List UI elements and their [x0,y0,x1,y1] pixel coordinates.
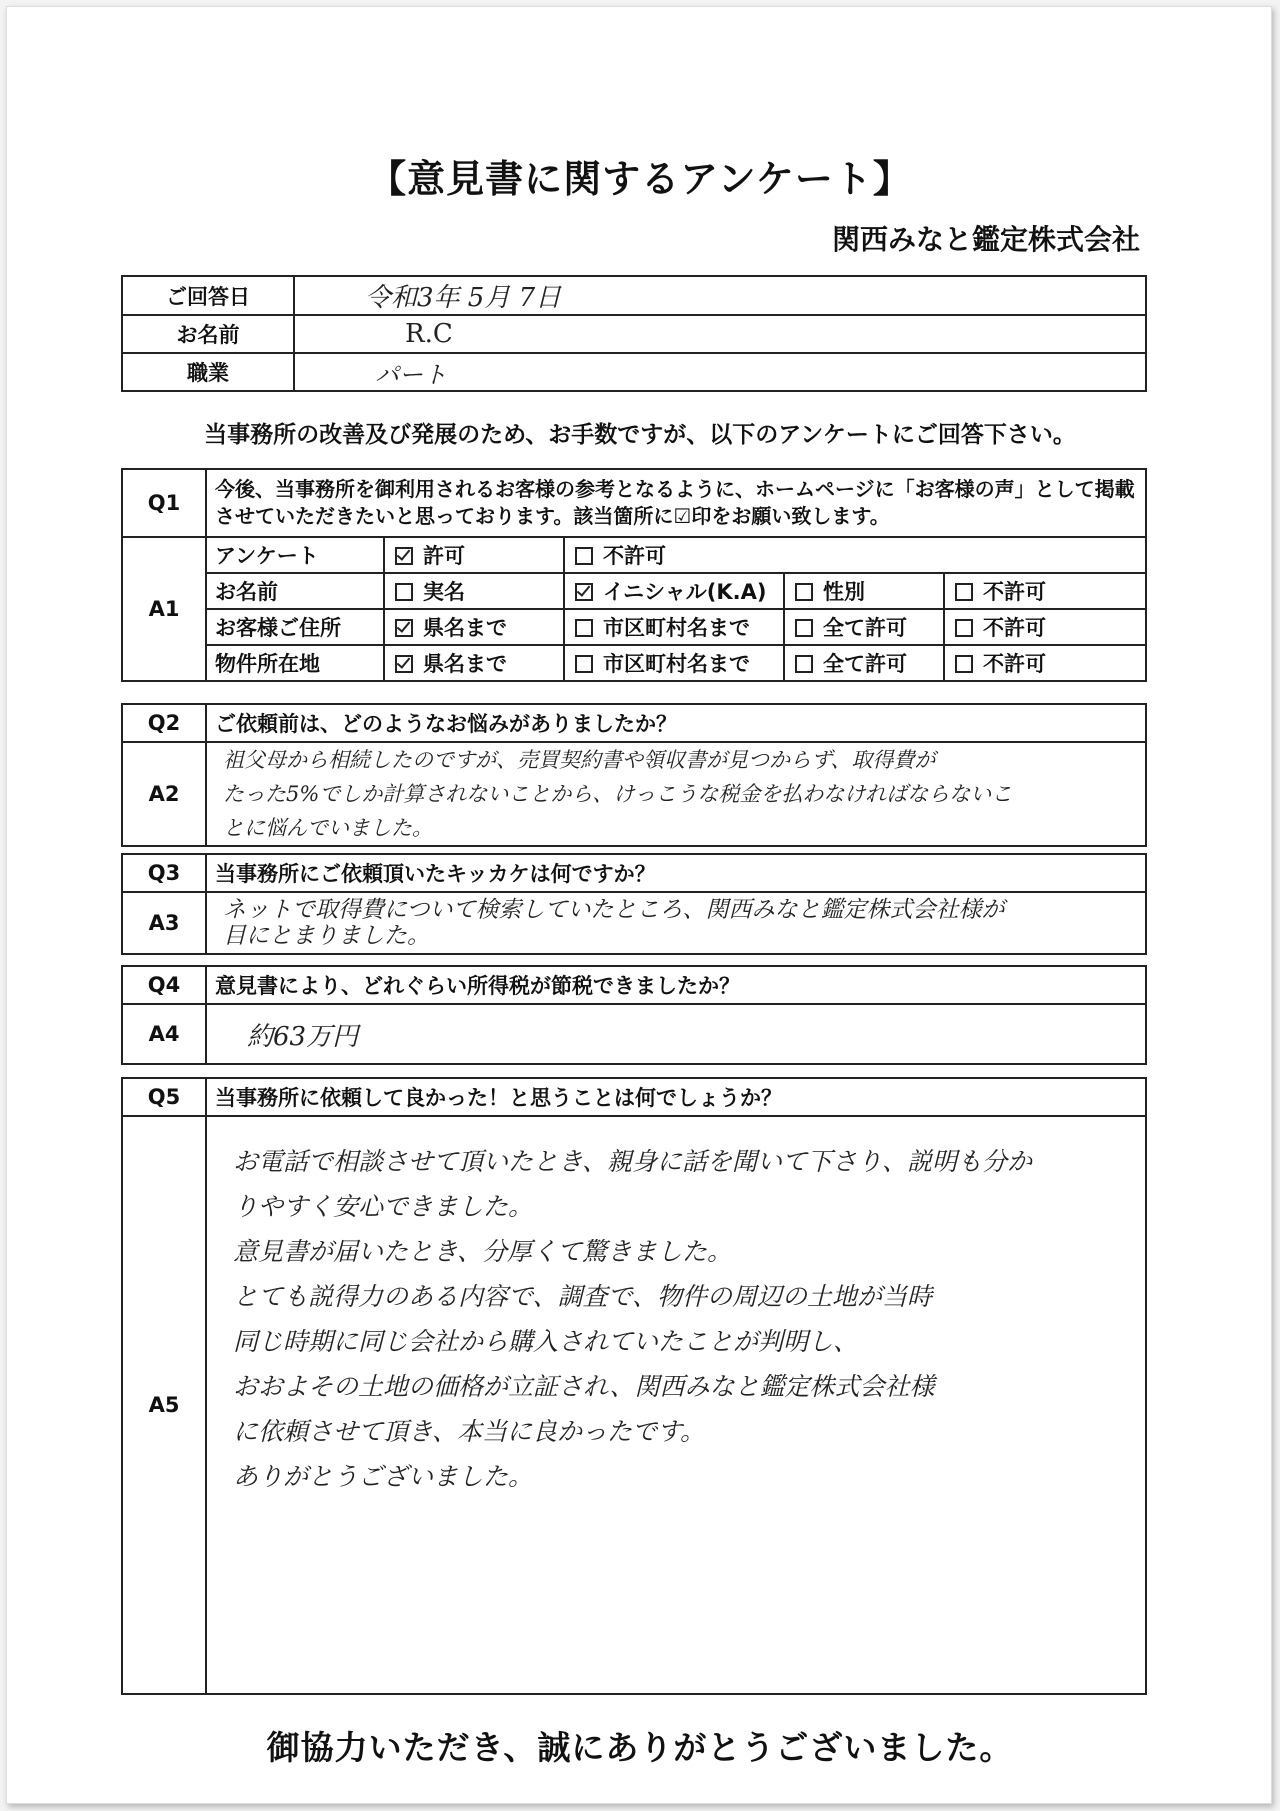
name-label: お名前 [122,315,294,353]
answer-line: ネットで取得費について検索していたところ、関西みなと鑑定株式会社様が [223,897,1005,923]
checkbox-icon[interactable] [955,619,973,637]
answer-line: 祖父母から相続したのですが、売買契約書や領収書が見つからず、取得費が [223,748,936,772]
answer-line: 目にとまりました。 [223,923,430,949]
option-cell [384,645,564,681]
q3-a3-table [121,853,1147,955]
answer-line: お電話で相談させて頂いたとき、親身に話を聞いて下さり、説明も分か [233,1147,1033,1176]
a3-label: A3 [122,892,206,954]
option-cell [384,609,564,645]
a4-label: A4 [122,1004,206,1064]
option-cell [944,609,1146,645]
option-cell [564,645,784,681]
a5-label: A5 [122,1116,206,1694]
option-label: 全て許可 [823,652,907,676]
answer-line: とても説得力のある内容で、調査で、物件の周辺の土地が当時 [233,1282,933,1311]
a1-row-label: お客様ご住所 [206,609,384,645]
option-label: 全て許可 [823,616,907,640]
q1-question: 今後、当事務所を御利用されるお客様の参考となるように、ホームページに「お客様の声」として掲載させていただきたいと思っております。該当箇所に☑印をお願い致します。 [206,469,1146,537]
a1-row-label: アンケート [206,537,384,573]
option-cell [784,609,944,645]
option-label: 実名 [423,580,465,604]
option-cell [944,573,1146,609]
q4-label: Q4 [122,966,206,1004]
checkbox-icon[interactable] [575,547,593,565]
option-cell [784,645,944,681]
q5-a5-table [121,1077,1147,1695]
q1-label: Q1 [122,469,206,537]
option-label: 許可 [423,544,465,568]
a5-answer [206,1116,1146,1694]
option-label: 性別 [823,580,865,604]
option-cell [944,645,1146,681]
date-label: ご回答日 [122,276,294,315]
option-cell [384,537,564,573]
answer-line: ありがとうございました。 [233,1462,534,1491]
answer-line: たった5%でしか計算されないことから、けっこうな税金を払わなければならないこ [223,782,1013,806]
q3-label: Q3 [122,854,206,892]
checkbox-checked-icon[interactable] [575,583,593,601]
checkbox-icon[interactable] [575,655,593,673]
checkbox-icon[interactable] [575,619,593,637]
intro-text: 当事務所の改善及び発展のため、お手数ですが、以下のアンケートにご回答下さい。 [204,422,1076,448]
q2-label: Q2 [122,704,206,742]
option-cell [384,573,564,609]
answer-line: 同じ時期に同じ会社から購入されていたことが判明し、 [233,1327,859,1356]
option-cell [784,573,944,609]
option-label: 不許可 [983,580,1046,604]
q5-question: 当事務所に依頼して良かった！と思うことは何でしょうか？ [206,1078,1146,1116]
answer-line: 意見書が届いたとき、分厚くて驚きました。 [233,1237,733,1266]
q1-a1-table [121,468,1147,682]
q3-question: 当事務所にご依頼頂いたキッカケは何ですか？ [206,854,1146,892]
option-label: 不許可 [983,652,1046,676]
a1-row-label: お名前 [206,573,384,609]
checkbox-checked-icon[interactable] [395,655,413,673]
checkbox-icon[interactable] [795,655,813,673]
a3-answer [206,892,1146,954]
name-value: R.C [294,315,1146,353]
option-label: イニシャル(K.A) [603,580,767,604]
a1-row-label: 物件所在地 [206,645,384,681]
checkbox-icon[interactable] [395,583,413,601]
a2-answer [206,742,1146,846]
answer-line: に依頼させて頂き、本当に良かったです。 [233,1417,706,1446]
a2-label: A2 [122,742,206,846]
closing-message: 御協力いただき、誠にありがとうございました。 [266,1728,1014,1767]
q4-question: 意見書により、どれぐらい所得税が節税できましたか？ [206,966,1146,1004]
option-cell [564,573,784,609]
checkbox-checked-icon[interactable] [395,547,413,565]
date-value: 令和3年 5月 7日 [294,276,1146,315]
job-value: パート [294,353,1146,391]
checkbox-icon[interactable] [955,583,973,601]
option-cell [564,537,1146,573]
checkbox-icon[interactable] [955,655,973,673]
a1-label: A1 [122,537,206,681]
option-label: 不許可 [603,544,666,568]
q2-a2-table [121,703,1147,847]
option-label: 県名まで [423,652,507,676]
answer-line: おおよその土地の価格が立証され、関西みなと鑑定株式会社様 [233,1372,935,1401]
option-label: 不許可 [983,616,1046,640]
respondent-info-table [121,275,1147,392]
checkbox-icon[interactable] [795,583,813,601]
job-label: 職業 [122,353,294,391]
option-label: 市区町村名まで [603,616,750,640]
company-name: 関西みなと鑑定株式会社 [831,223,1140,256]
q2-question: ご依頼前は、どのようなお悩みがありましたか？ [206,704,1146,742]
answer-line: りやすく安心できました。 [233,1192,534,1221]
q4-a4-table [121,965,1147,1065]
option-label: 市区町村名まで [603,652,750,676]
a4-answer: 約63万円 [206,1004,1146,1064]
page-title: 【意見書に関するアンケート】 [368,157,912,201]
option-label: 県名まで [423,616,507,640]
checkbox-icon[interactable] [795,619,813,637]
checkbox-checked-icon[interactable] [395,619,413,637]
q5-label: Q5 [122,1078,206,1116]
option-cell [564,609,784,645]
answer-line: とに悩んでいました。 [223,816,433,840]
